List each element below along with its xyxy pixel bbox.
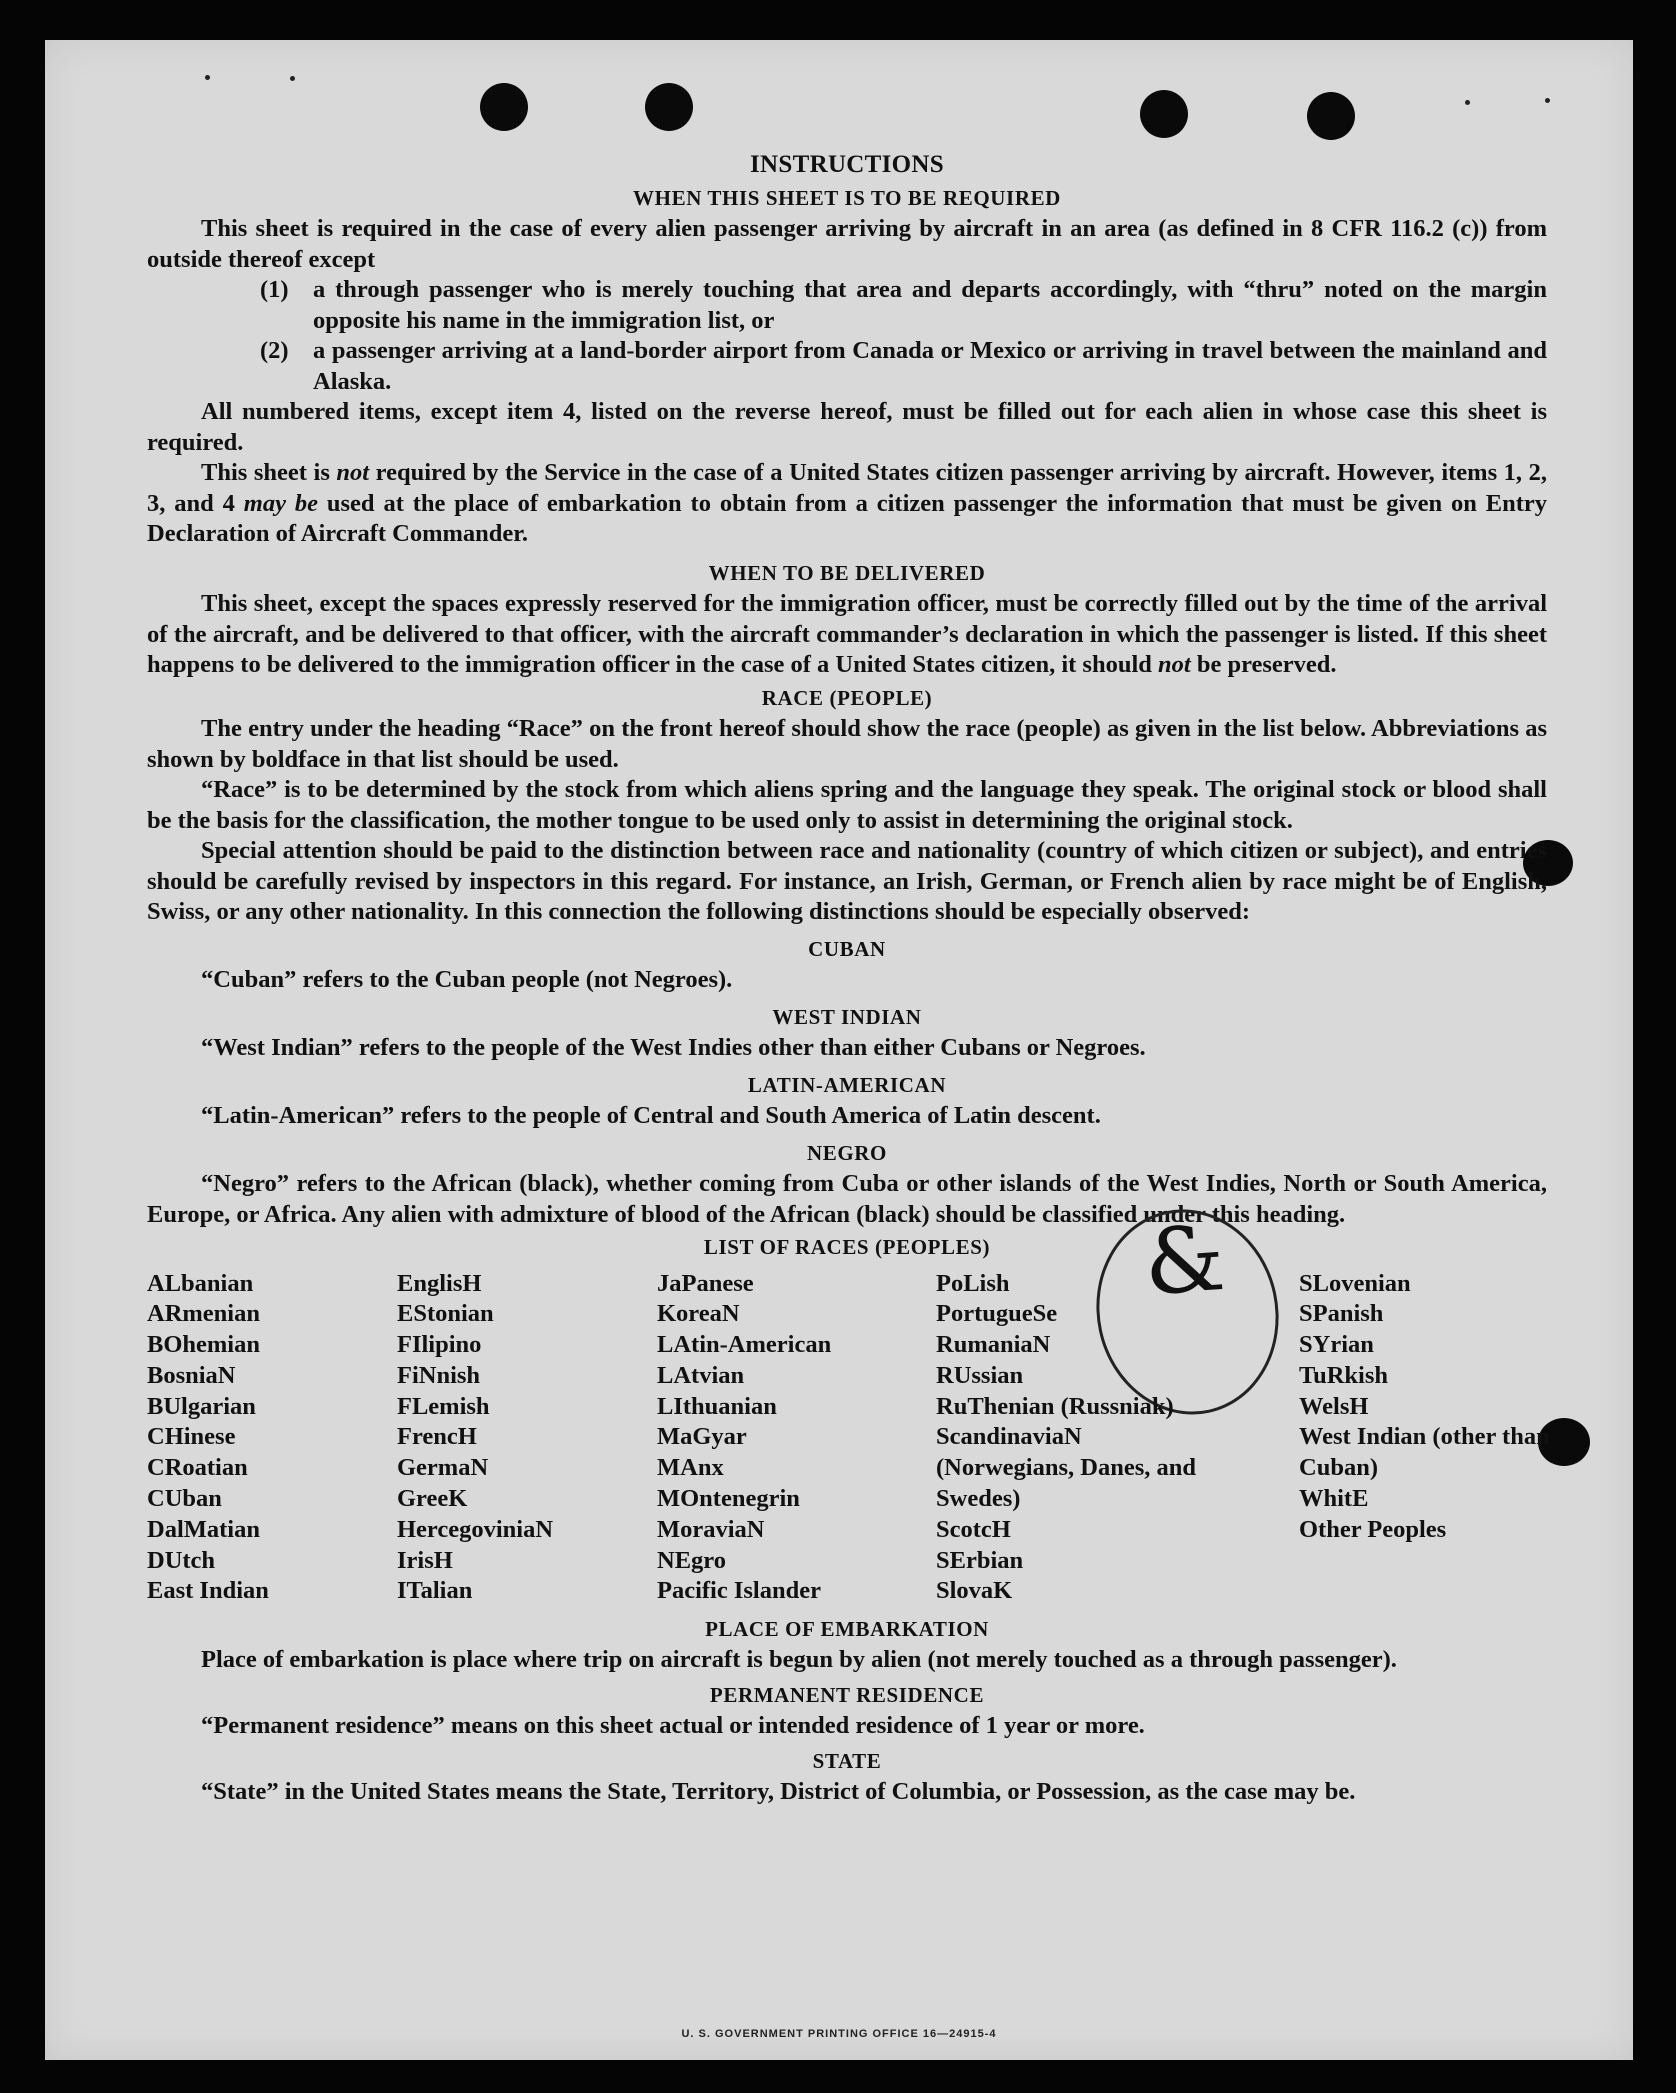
race-column-2 bbox=[397, 1269, 553, 1608]
section-heading: WHEN TO BE DELIVERED bbox=[708, 560, 986, 585]
paragraph: This sheet is not required by the Service in the case of a United States citizen passenger arriving by aircraft. However, items 1, 2, 3, and 4 may be used at the place of embarkation to obtain from a citizen passenger the information that must be given on Entry Declaration of Aircraft Commander. bbox=[147, 459, 1547, 547]
race-column-4 bbox=[936, 1269, 1221, 1608]
race-item: IrisH bbox=[397, 1546, 453, 1574]
race-item: NEgro bbox=[657, 1546, 726, 1574]
paragraph: “Cuban” refers to the Cuban people (not Negroes). bbox=[201, 966, 733, 993]
race-item: ALbanian bbox=[147, 1269, 254, 1297]
race-item: ARmenian bbox=[147, 1300, 260, 1328]
race-item: JaPanese bbox=[657, 1269, 754, 1297]
punch-hole bbox=[645, 83, 693, 131]
paragraph: All numbered items, except item 4, listed on the reverse hereof, must be filled out for each alien in whose case this sheet is required. bbox=[147, 398, 1547, 456]
race-item: SYrian bbox=[1299, 1331, 1374, 1359]
paragraph: “Latin-American” refers to the people of Central and South America of Latin descent. bbox=[201, 1102, 1101, 1129]
race-item: SLovenian bbox=[1299, 1269, 1411, 1297]
race-item: TuRkish bbox=[1299, 1361, 1389, 1389]
race-item: LIthuanian bbox=[657, 1392, 777, 1420]
race-item: ITalian bbox=[397, 1577, 473, 1605]
race-item: LAtvian bbox=[657, 1361, 745, 1389]
speck bbox=[290, 76, 295, 81]
section-heading: LATIN-AMERICAN bbox=[747, 1072, 947, 1097]
race-item: ScotcH bbox=[936, 1515, 1011, 1543]
section-heading: STATE bbox=[812, 1748, 882, 1773]
race-item: SPanish bbox=[1299, 1300, 1384, 1328]
race-item: KoreaN bbox=[657, 1300, 740, 1328]
paragraph: “Permanent residence” means on this sheet actual or intended residence of 1 year or more. bbox=[201, 1712, 1145, 1739]
paragraph: “West Indian” refers to the people of the West Indies other than either Cubans or Negroes. bbox=[201, 1034, 1146, 1061]
race-item: BosniaN bbox=[147, 1361, 236, 1389]
race-item: FLemish bbox=[397, 1392, 490, 1420]
race-item: HercegoviniaN bbox=[397, 1515, 554, 1543]
section-heading: PLACE OF EMBARKATION bbox=[705, 1616, 989, 1641]
punch-hole bbox=[1140, 90, 1188, 138]
race-item: WhitE bbox=[1299, 1485, 1369, 1513]
race-item: West Indian (other than Cuban) bbox=[1299, 1423, 1550, 1482]
race-item: GermaN bbox=[397, 1454, 489, 1482]
race-item: ScandinaviaN (Norwegians, Danes, and Swedes) bbox=[936, 1423, 1196, 1513]
page-title: INSTRUCTIONS bbox=[750, 151, 944, 178]
race-item: RUssian bbox=[936, 1361, 1024, 1389]
race-item: FiNnish bbox=[397, 1361, 481, 1389]
item-number: (1) bbox=[260, 276, 289, 303]
race-item: EnglisH bbox=[397, 1269, 482, 1297]
paragraph: The entry under the heading “Race” on the front hereof should show the race (people) as given in the list below. Abbreviations as shown by boldface in that list should be used. bbox=[147, 715, 1547, 773]
race-item: Other Peoples bbox=[1299, 1515, 1447, 1543]
speck bbox=[1545, 98, 1550, 103]
speck bbox=[205, 75, 210, 80]
race-item: BUlgarian bbox=[147, 1392, 256, 1420]
section-heading: PERMANENT RESIDENCE bbox=[709, 1682, 985, 1707]
race-item: SlovaK bbox=[936, 1577, 1013, 1605]
list-item bbox=[260, 336, 1547, 397]
paragraph: “State” in the United States means the State, Territory, District of Columbia, or Possession, as the case may be. bbox=[201, 1778, 1356, 1805]
race-item: GreeK bbox=[397, 1485, 468, 1513]
race-item: SErbian bbox=[936, 1546, 1024, 1574]
speck bbox=[1465, 100, 1470, 105]
race-item: DalMatian bbox=[147, 1515, 260, 1543]
handwritten-circle-mark: & bbox=[1078, 1192, 1298, 1431]
race-item: BOhemian bbox=[147, 1331, 260, 1359]
item-number: (2) bbox=[260, 337, 289, 364]
section-heading: LIST OF RACES (PEOPLES) bbox=[703, 1235, 991, 1259]
item-text: a through passenger who is merely touching that area and departs accordingly, with “thru” noted on the margin opposite his name in the immigration list, or bbox=[313, 276, 1547, 334]
section-heading: NEGRO bbox=[806, 1140, 887, 1165]
printing-office-footer: U. S. GOVERNMENT PRINTING OFFICE 16—24915-4 bbox=[681, 2028, 997, 2040]
race-item: EStonian bbox=[397, 1300, 494, 1328]
section-heading: WHEN THIS SHEET IS TO BE REQUIRED bbox=[633, 185, 1061, 210]
race-item: CUban bbox=[147, 1485, 222, 1513]
item-text: a passenger arriving at a land-border airport from Canada or Mexico or arriving in travel between the mainland and Alaska. bbox=[313, 337, 1547, 395]
race-item: PoLish bbox=[936, 1269, 1010, 1297]
paragraph: Special attention should be paid to the distinction between race and nationality (country of which citizen or subject), and entries should be carefully revised by inspectors in this regard. For instance, an Irish, German, or French alien by race might be of English, Swiss, or any other nationality. In this connection the following distinctions should be especially observed: bbox=[147, 837, 1547, 925]
section-heading: WEST INDIAN bbox=[772, 1004, 922, 1029]
race-item: CRoatian bbox=[147, 1454, 248, 1482]
race-item: PortugueSe bbox=[936, 1300, 1058, 1328]
race-item: WelsH bbox=[1299, 1392, 1369, 1420]
race-item: Pacific Islander bbox=[657, 1577, 821, 1605]
paragraph: “Negro” refers to the African (black), whether coming from Cuba or other islands of the West Indies, North or South America, Europe, or Africa. Any alien with admixture of blood of the African (black) should be classified under this heading. bbox=[147, 1170, 1547, 1228]
instructions-body bbox=[147, 150, 1550, 1808]
paragraph: This sheet, except the spaces expressly reserved for the immigration officer, must be correctly filled out by the time of the arrival of the aircraft, and be delivered to that officer, with the aircraft commander’s declaration in which the passenger is listed. If this sheet happens to be delivered to the immigration officer in the case of a United States citizen, it should not be preserved. bbox=[147, 590, 1547, 678]
race-item: MoraviaN bbox=[657, 1515, 765, 1543]
race-item: FIlipino bbox=[397, 1331, 482, 1359]
race-column-5 bbox=[1299, 1269, 1551, 1546]
punch-hole bbox=[480, 83, 528, 131]
race-item: RumaniaN bbox=[936, 1331, 1051, 1359]
paragraph: This sheet is required in the case of every alien passenger arriving by aircraft in an area (as defined in 8 CFR 116.2 (c)) from outside thereof except bbox=[147, 215, 1547, 273]
race-item: MaGyar bbox=[657, 1423, 747, 1451]
section-heading: RACE (PEOPLE) bbox=[761, 685, 933, 710]
race-column-3 bbox=[657, 1269, 831, 1608]
race-item: MOntenegrin bbox=[657, 1485, 800, 1513]
paragraph: “Race” is to be determined by the stock from which aliens spring and the language they speak. The original stock or blood shall be the basis for the classification, the mother tongue to be used only to assist in determining the original stock. bbox=[147, 776, 1547, 834]
race-item: CHinese bbox=[147, 1423, 236, 1451]
race-item: RuThenian (Russniak) bbox=[936, 1392, 1174, 1420]
race-column-1 bbox=[147, 1269, 269, 1608]
section-heading: CUBAN bbox=[808, 936, 886, 961]
punch-hole bbox=[1307, 92, 1355, 140]
race-item: FrencH bbox=[397, 1423, 477, 1451]
race-item: DUtch bbox=[147, 1546, 216, 1574]
list-item bbox=[260, 275, 1547, 336]
paragraph: Place of embarkation is place where trip on aircraft is begun by alien (not merely touched as a through passenger). bbox=[201, 1646, 1397, 1673]
race-item: East Indian bbox=[147, 1577, 269, 1605]
race-item: MAnx bbox=[657, 1454, 724, 1482]
race-item: LAtin-American bbox=[657, 1331, 832, 1359]
